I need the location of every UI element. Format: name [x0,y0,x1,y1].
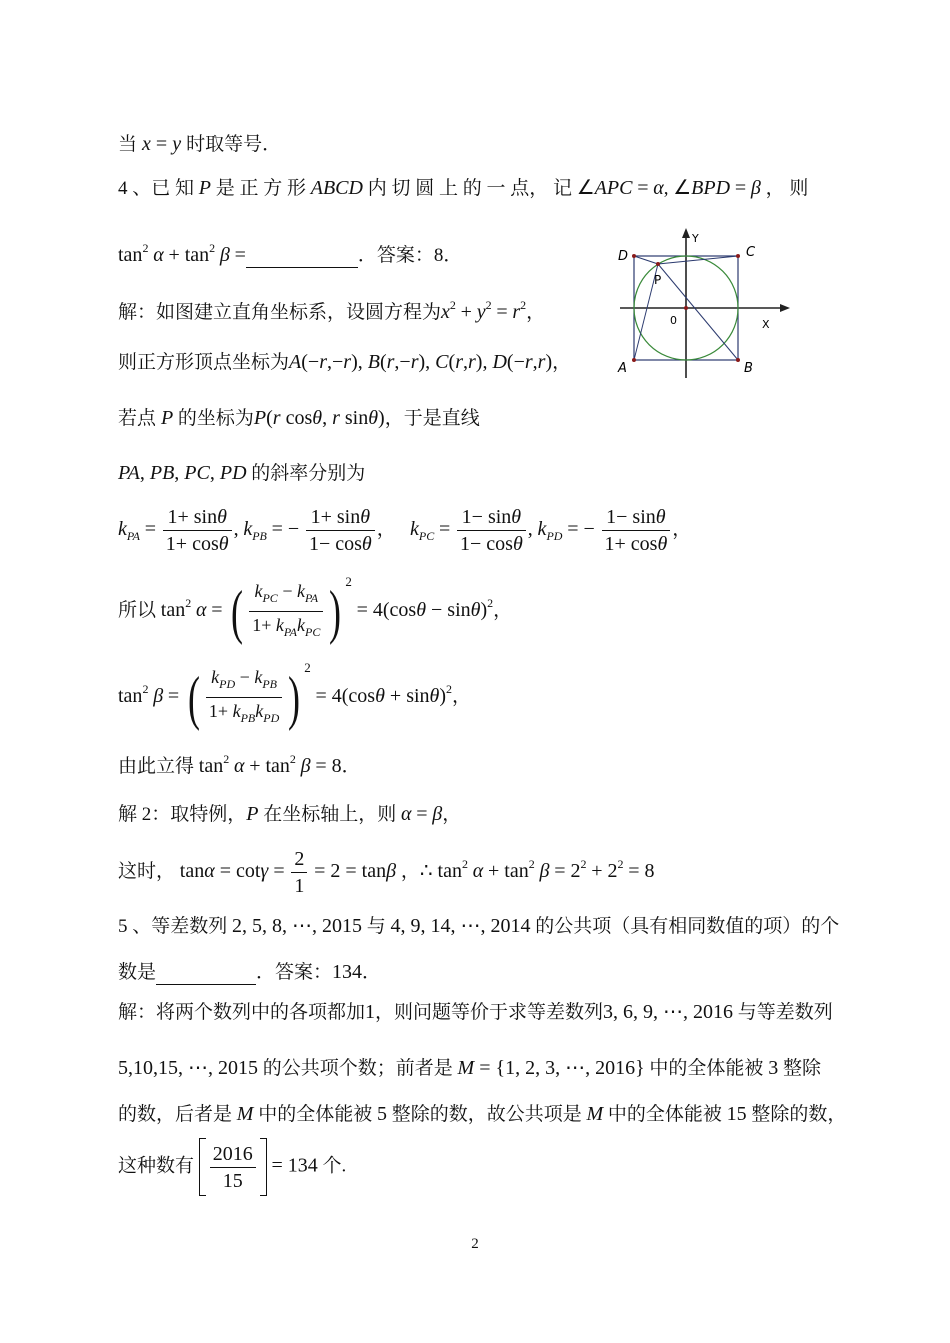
slope-formulas: $k_{PA}$ = $\frac{1+ \sin\theta}{1+ \cos\theta}$ , $k_{PB}$ = − $\frac{1+ \sin\theta}{1- \cos\theta}$ ， $k_{PC}$ = $\frac{1- \sin\theta}{1- \cos\theta}$ , $k_{PD}$ = − $\frac{1- \sin\theta}{1+ \cos\theta}$ ， [118,506,692,555]
solution-line-4: PA, PB, PC, PD 的斜率分别为 [118,462,366,484]
problem-5-solution-3: 的数，后者是 M 中的全体能被 5 整除的数，故公共项是 M 中的全体能被 15 整除的数， [118,1103,847,1125]
label-B: B [744,361,753,376]
label-X: X [762,318,770,331]
label-Y: Y [692,232,699,245]
solution-line-2: 则正方形顶点坐标为A(−r,−r), B(r,−r), C(r,r), D(−r,r)， [118,351,572,373]
problem-4-question: $\tan^2 \alpha + \tan^2 \beta$ = ．答案：8． [118,241,463,266]
solution-line-3: 若点 P 的坐标为P(r cosθ, r sinθ)，于是直线 [118,407,480,429]
square-circle-figure [612,226,792,386]
problem-4-statement: 4 、已 知 P 是 正 方 形 ABCD 内 切 圆 上 的 一 点， 记 ∠APC = α, ∠BPD = β ， 则 [118,177,809,199]
problem-5-solution-1: 解：将两个数列中的各项都加1，则问题等价于求等差数列3, 6, 9, ⋯, 2016 与等差数列 [118,1001,833,1023]
problem-5-question: 数是 ．答案：134． [118,961,382,983]
solution-2-body: 这时， tanα = cotγ = $\frac{2}{1}$ = 2 = tanβ ，∴ $\tan^2 \alpha + \tan^2 \beta = 2^2 + 2^2 = 8$ [118,848,655,897]
label-C: C [746,245,756,260]
label-A: A [618,361,627,376]
tan-alpha-formula: 所以 $\tan^2 \alpha$ = ( $\frac{k_{PC} - k_{PA}}{1+ k_{PA}k_{PC}}$ ) $^2 = 4(\cos\theta - \sin\theta)^2$， [118,574,513,645]
result-line: 由此立得 $\tan^2 \alpha + \tan^2 \beta = 8$． [118,752,361,777]
solution-line-1: 解：如图建立直角坐标系，设圆方程为$x^2 + y^2 = r^2$， [118,298,546,323]
problem-5-solution-2: 5,10,15, ⋯, 2015 的公共项个数；前者是 M = {1, 2, 3, ⋯, 2016} 中的全体能被 3 整除 [118,1057,821,1079]
problem-5-statement: 5 、等差数列 2, 5, 8, ⋯, 2015 与 4, 9, 14, ⋯, 2014 的公共项（具有相同数值的项）的个 [118,915,840,937]
tan-beta-formula: $\tan^2 \beta$ = ( $\frac{k_{PD} - k_{PB}}{1+ k_{PB}k_{PD}}$ ) $^2 = 4(\cos\theta + \sin\theta)^2$， [118,660,472,731]
solution-2-header: 解 2：取特例，P 在坐标轴上，则 α = β， [118,803,462,825]
page-number: 2 [471,1236,479,1252]
text-equality-condition: 当 x = y 时取等号． [118,133,282,155]
label-D: D [618,249,629,264]
label-P: P [654,273,662,287]
problem-5-solution-4: 这种数有 $\frac{2016}{15}$ = 134 个. [118,1138,346,1196]
label-O: 0 [670,314,677,327]
